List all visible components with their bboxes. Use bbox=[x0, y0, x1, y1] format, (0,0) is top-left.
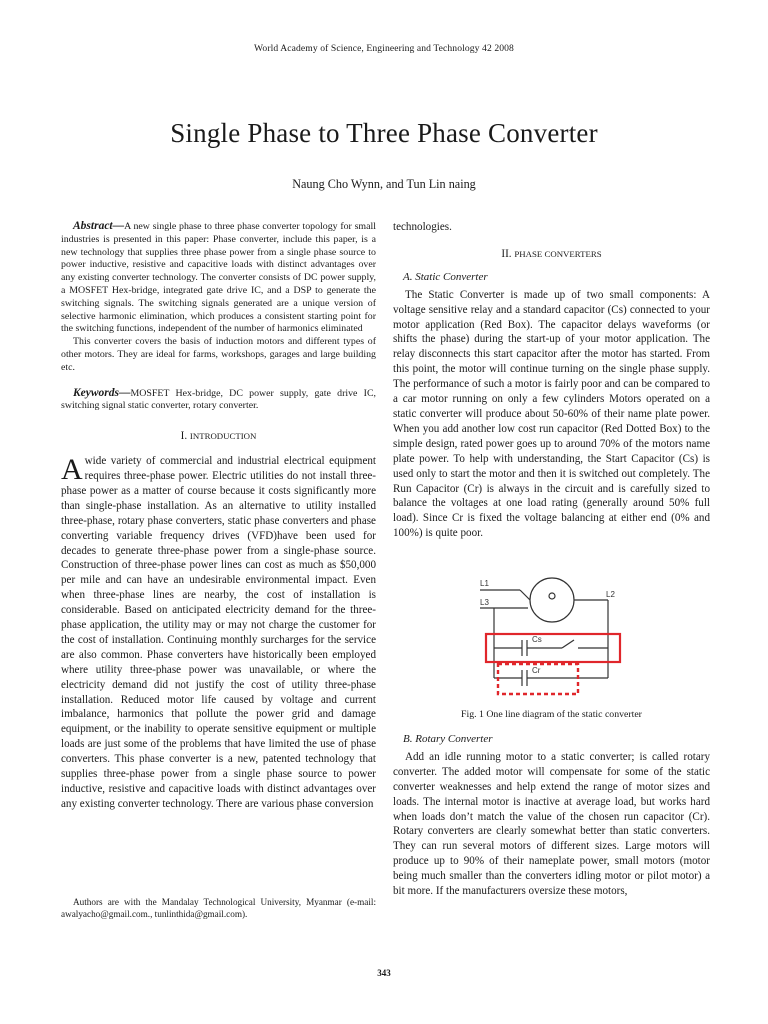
static-converter-diagram bbox=[470, 576, 630, 702]
wire-l1-diag bbox=[520, 590, 530, 600]
keywords-label: Keywords bbox=[73, 386, 119, 399]
relay-switch bbox=[562, 640, 574, 648]
abstract-label: Abstract bbox=[73, 220, 113, 232]
abstract-dash: — bbox=[112, 220, 125, 232]
keywords-text: MOSFET Hex-bridge, DC power supply, gate drive IC, switching signal static converter, rotary converter. bbox=[61, 387, 376, 412]
label-cs: Cs bbox=[532, 635, 542, 644]
footnote bbox=[61, 896, 376, 920]
figure-caption: Fig. 1 One line diagram of the static converter bbox=[461, 709, 642, 720]
section-number: II. bbox=[501, 247, 512, 260]
section-title: INTRODUCTION bbox=[189, 431, 257, 442]
journal-header: World Academy of Science, Engineering and Technology 42 2008 bbox=[254, 43, 514, 54]
label-l3: L3 bbox=[480, 598, 489, 607]
left-column bbox=[61, 220, 376, 812]
footnote-text: Authors are with the Mandalay Technological University, Myanmar (e-mail: awalyacho@gmail.com., tunlinthida@gmail.com). bbox=[61, 897, 376, 920]
subsection-heading-rotary: B. Rotary Converter bbox=[403, 733, 493, 745]
paper-authors: Naung Cho Wynn, and Tun Lin naing bbox=[292, 177, 476, 191]
continuation-text: technologies. bbox=[393, 221, 452, 233]
motor-circle bbox=[530, 578, 574, 622]
subsection-heading-static: A. Static Converter bbox=[403, 270, 488, 283]
dropcap-letter: A bbox=[61, 453, 83, 487]
section-heading-introduction bbox=[61, 429, 376, 444]
label-cr: Cr bbox=[532, 666, 541, 675]
section-heading-phase-converters bbox=[393, 247, 710, 262]
abstract-paragraph bbox=[61, 220, 376, 336]
section-number: I. bbox=[180, 430, 188, 443]
motor-center bbox=[549, 593, 555, 599]
abstract-text: A new single phase to three phase converter topology for small industries is presented in this paper: Phase converter, include this paper, is a new technology that supplies three phase power from a single phase source to power inductive, resistive and capacitive loads with distinct advantages over any existing converter technology. The converter consists of DC power supply, a MOSFET Hex-bridge, integrated gate drive IC, and a DSP to generate the switching signals. The switching signals generated are a unique version of selective harmonic elimination, which produces a consistent starting point for the switching functions, independent of the number of harmonics eliminated bbox=[61, 221, 376, 335]
right-column-lower bbox=[393, 732, 710, 899]
introduction-paragraph bbox=[61, 454, 376, 812]
page-number: 343 bbox=[377, 968, 391, 978]
section-title: PHASE CONVERTERS bbox=[514, 248, 602, 259]
right-column bbox=[393, 220, 710, 541]
introduction-text: wide variety of commercial and industrial electrical equipment requires three-phase power. Electric utilities do not install three-phase power as a matter of course because it costs significantly more than single-phase installation. As an alternative to utility installed three-phase, rotary phase converters, static phase converters and phase converting variable frequency drives (VFD)have been used for decades to generate three-phase power from a single-phase source. Construction of three-phase power lines can cost as much as $50,000 per mile and can have an undesirable environmental impact. Even when three-phase lines are nearby, the cost of installation is considerable. Based on anticipated electricity demand for the three-phase application, the utility may or may not charge the customer for the cost of installation. Continuing monthly surcharges for the service are also common. Phase converters have historically been employed where utility three-phase power was unavailable, or where the electricity demand did not justify the cost of utility three-phase installation. Reduced motor life caused by voltage and current imbalance, harmonics that pollute the power grid and damage equipment, or the inability to operate sensitive equipment or multiple loads are just some of the problems that have limited the use of phase converters. This phase converter is a new, patented technology that supplies three-phase power from a single phase source to power inductive, resistive and capacitive loads with distinct advantages over any existing converter technology. There are various phase conversion bbox=[61, 455, 376, 810]
keywords-paragraph bbox=[61, 387, 376, 414]
circuit-diagram-svg bbox=[470, 576, 630, 702]
label-l2: L2 bbox=[606, 590, 615, 599]
label-l1: L1 bbox=[480, 579, 489, 588]
abstract-paragraph-2: This converter covers the basis of induction motors and different types of other motors. They are ideal for farms, workshops, garages and large building etc. bbox=[61, 336, 376, 373]
keywords-dash: — bbox=[119, 386, 131, 399]
static-converter-paragraph: The Static Converter is made up of two small components: A voltage sensitive relay and a standard capacitor (Cs) connected to your motor application (Red Box). The capacitor delays waveforms (or shifts the phase) during the start-up of your motor application. The relay disconnects this start capacitor after the motor has started. From this point, the motor will continue turning on the single phase supply. The performance of such a motor is fairly poor and can be compared to a car motor running on only a few cylinders Motors operated on a static converter will produce about 50-60% of their name plate power. When you add another low cost run capacitor (Red Dotted Box) to the simple design, rated power goes up to around 70% of the motors name plate power. To help with understanding, the Start Capacitor (Cs) is used only to start the motor and then it is switched out completely. The Run Capacitor (Cr) is always in the circuit and is carefully sized to balance the voltages at one load rating (generally around 50% full load). Since Cr is fixed the voltage balancing at either end (0% and 100%) is quite poor. bbox=[393, 288, 710, 540]
paper-title: Single Phase to Three Phase Converter bbox=[170, 118, 598, 148]
rotary-converter-paragraph: Add an idle running motor to a static converter; is called rotary converter. The added motor will compensate for some of the static converter weaknesses and help extend the range of motor sizes and loads. The internal motor is inactive at average load, but works hard when loads don’t match the value of the chosen run capacitor (Cr). Rotary converters are clearly somewhat better than static converters. They can run several motors of different sizes. Large motors will produce up to 90% of their nameplate power, small motors (motor being much smaller than the converters idling motor or pilot motor) a bit more. If the manufacturers oversize these motors, bbox=[393, 750, 710, 898]
